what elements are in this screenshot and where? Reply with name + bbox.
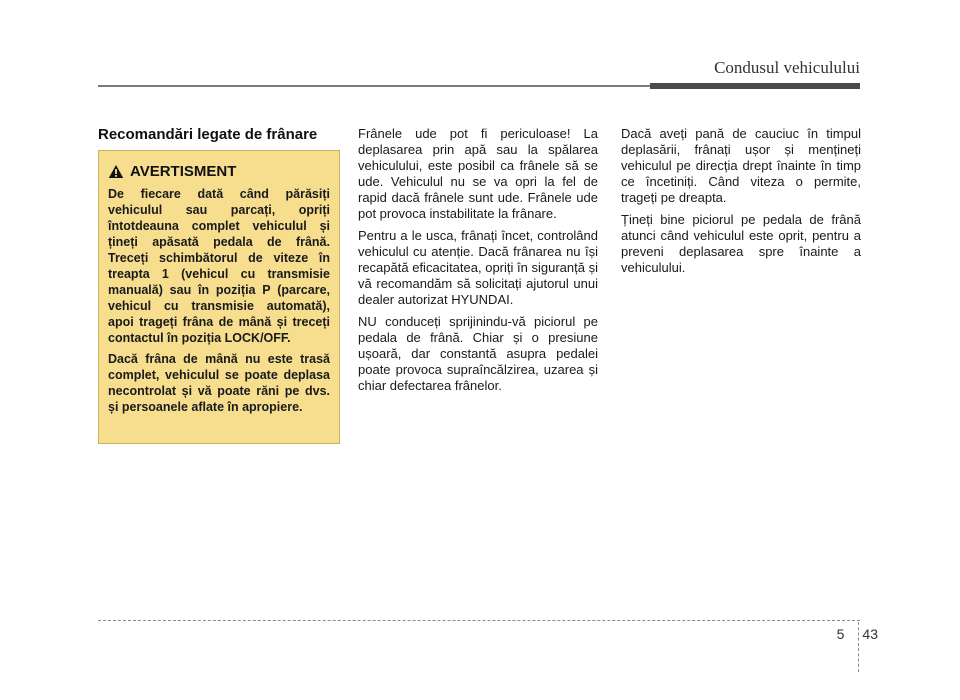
warning-box — [98, 150, 340, 444]
warning-paragraph: De fiecare dată când părăsiți vehiculul sau parcați, opriți întotdeauna complet vehiculul și țineți apăsată pedala de frână. Treceți schimbătorul de viteze în treapta 1 (vehicul cu transmisie manuală) sau în poziția P (parcare, vehicul cu transmisie automată), apoi trageți frâna de mână și treceți contactul în poziția LOCK/OFF. — [108, 187, 330, 345]
paragraph: Țineți bine piciorul pe pedala de frână atunci când vehiculul este oprit, pentru a preveni deplasarea spre înainte a vehiculului. — [621, 212, 861, 275]
text-column-right — [621, 126, 861, 282]
warning-triangle-icon — [108, 164, 124, 179]
chapter-number: 5 — [836, 626, 845, 642]
section-heading: Recomandări legate de frânare — [98, 126, 318, 143]
paragraph: Dacă aveți pană de cauciuc în timpul deplasării, frânați ușor și mențineți vehiculul pe direcția drept înainte în timp ce încetiniți. Când viteza o permite, trageți pe dreapta. — [621, 126, 861, 205]
page-number-value: 43 — [862, 626, 878, 642]
text-column-middle — [358, 126, 598, 400]
page-number — [837, 626, 878, 642]
paragraph: Pentru a le usca, frânați încet, controlând vehiculul cu atenție. Dacă frânarea nu își recapătă eficacitatea, opriți în siguranță și vă recomandăm să solicitați ajutorul unui dealer autorizat HYUNDAI. — [358, 228, 598, 307]
chapter-title: Condusul vehiculului — [714, 58, 860, 77]
header-rule-accent — [650, 83, 860, 89]
warning-header — [108, 163, 330, 180]
paragraph: Frânele ude pot fi periculoase! La deplasarea prin apă sau la spălarea vehiculului, este posibil ca frânele să se ude. Vehiculul nu se va opri la fel de rapid dacă frânele sunt ude. Frânele ude pot provoca instabilitate la frânare. — [358, 126, 598, 221]
paragraph: NU conduceți sprijinindu-vă piciorul pe pedala de frână. Chiar și o presiune ușoară, dar constantă asupra pedalei poate provoca supraîncălzirea, uzarea și chiar defectarea frânelor. — [358, 314, 598, 393]
warning-paragraph: Dacă frâna de mână nu este trasă complet, vehiculul se poate deplasa necontrolat și vă poate răni pe dvs. și persoanele aflate în apropiere. — [108, 352, 330, 414]
footer-rule — [98, 620, 860, 621]
warning-title: AVERTISMENT — [130, 163, 237, 180]
